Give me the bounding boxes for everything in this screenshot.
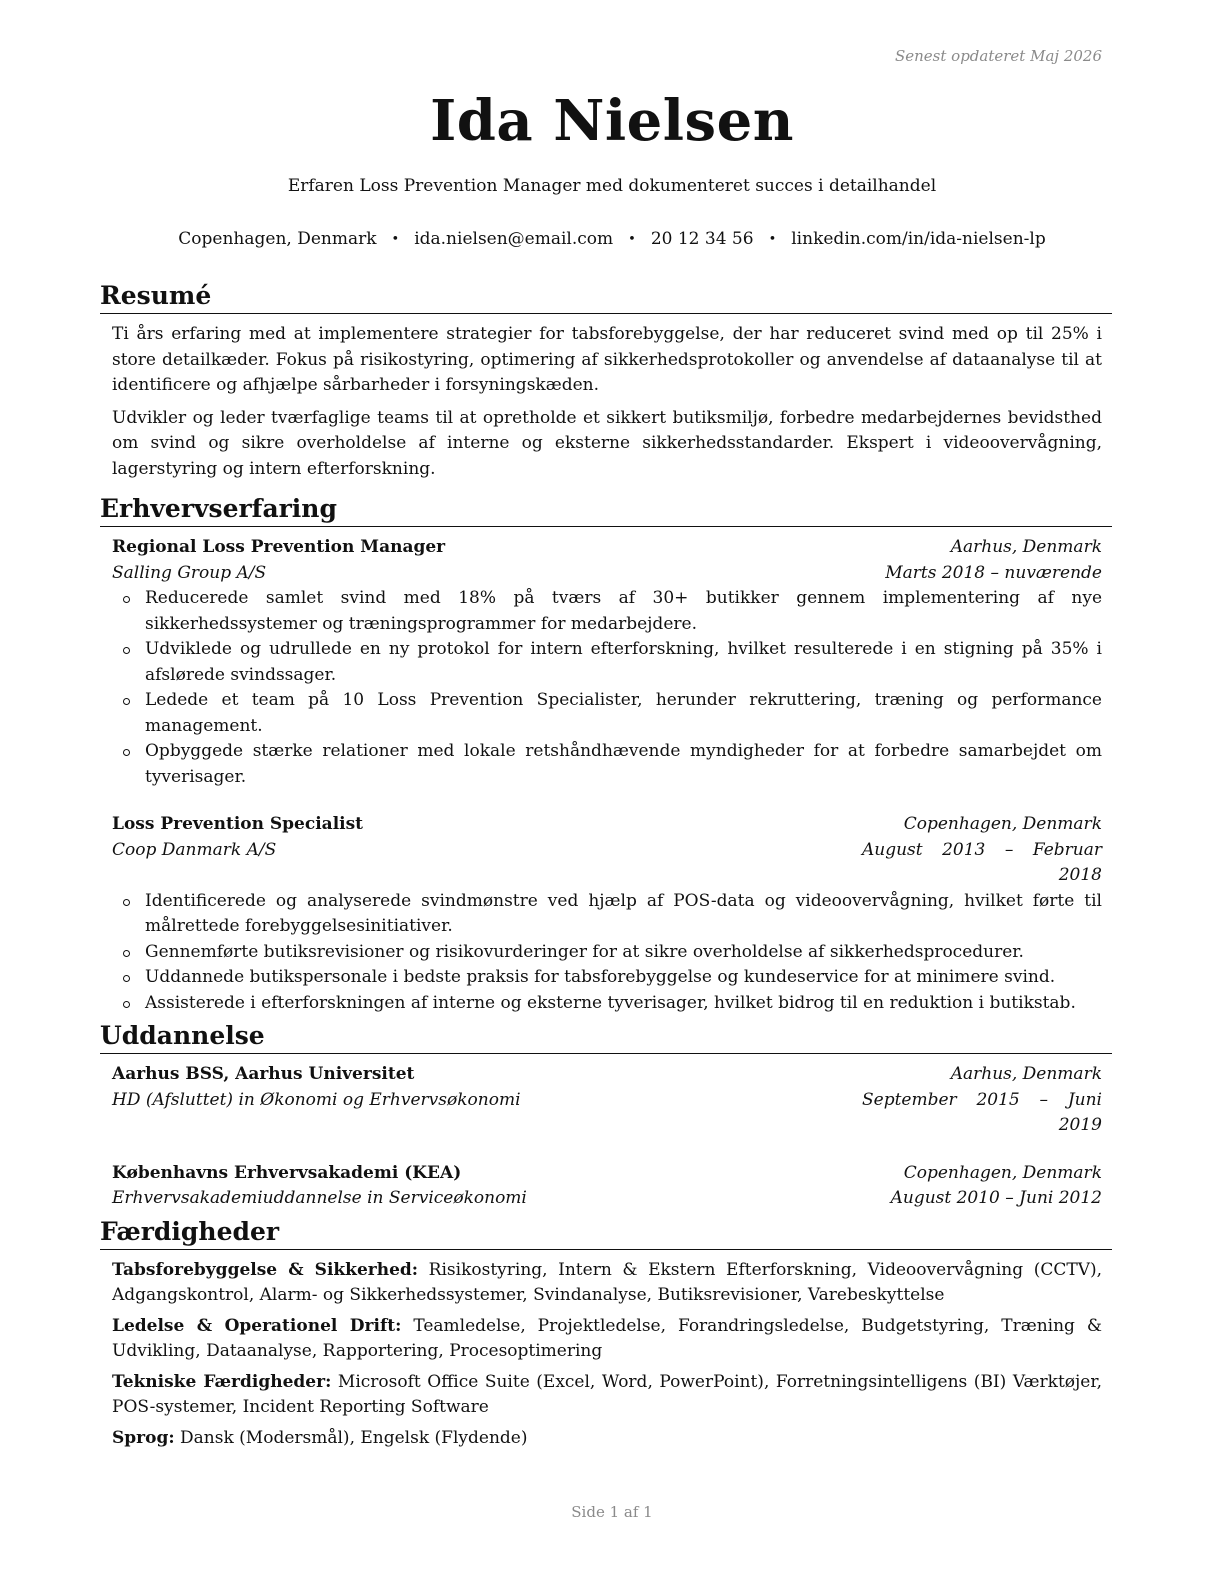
bullet-circle-icon [123,1001,130,1008]
list-item: Assisterede i efterforskningen af interne og eksterne tyverisager, hvilket bidrog til en reduktion i butikstab. [112,991,1102,1017]
job-dates: August 2013 – Februar 2018 [862,839,1102,885]
skill-group-label: Ledelse & Operationel Drift: [112,1315,402,1336]
job-role: Regional Loss Prevention Manager [112,537,446,557]
bullet-circle-icon [123,647,130,654]
contact-line [0,229,1224,249]
last-updated-note: Senest opdateret Maj 2026 [894,47,1102,65]
contact-separator: • [768,232,777,247]
education-entry [112,1161,1102,1212]
contact-linkedin[interactable]: linkedin.com/in/ida-nielsen-lp [791,229,1046,249]
skill-group [112,1370,1102,1421]
bullet-circle-icon [123,698,130,705]
skill-group [112,1314,1102,1365]
bullet-circle-icon [123,749,130,756]
education-school: Københavns Erhvervsakademi (KEA) [112,1162,462,1183]
resume-content [100,280,1112,1456]
list-item: Ledede et team på 10 Loss Prevention Specialister, herunder rekruttering, træning og performance management. [112,688,1102,739]
education-location: Aarhus, Denmark [950,1064,1102,1084]
skill-group-label: Sprog: [112,1427,175,1448]
skill-group-text: Teamledelse, Projektledelse, Forandringsledelse, Budgetstyring, Træning & Udvikling, Dataanalyse, Rapportering, Procesoptimering [112,1315,1102,1361]
education-degree: HD (Afsluttet) in Økonomi og Erhvervsøkonomi [112,1089,521,1110]
skills-section [100,1258,1112,1452]
list-item: Identificerede og analyserede svindmønstre ved hjælp af POS-data og videoovervågning, hvilket førte til målrettede forebyggelsesinitiativer. [112,889,1102,940]
education-location: Copenhagen, Denmark [903,1162,1102,1183]
job-role: Loss Prevention Specialist [112,814,364,834]
list-item: Gennemførte butiksrevisioner og risikovurderinger for at sikre overholdelse af sikkerhedsprocedurer. [112,940,1102,966]
job-location: Copenhagen, Denmark [903,814,1102,834]
list-item: Udviklede og udrullede en ny protokol for intern efterforskning, hvilket resulterede i en stigning på 35% i afslørede svindssager. [112,637,1102,688]
education-entry [112,1062,1102,1139]
list-item: Reducerede samlet svind med 18% på tværs af 30+ butikker gennem implementering af nye sikkerhedssystemer og træningsprogrammer for medarbejdere. [112,586,1102,637]
bullet-circle-icon [123,596,130,603]
summary-section [100,322,1112,482]
skill-group-text: Risikostyring, Intern & Ekstern Efterforskning, Videoovervågning (CCTV), Adgangskontrol, Alarm- og Sikkerhedssystemer, Svindanalyse, Butiksrevisioner, Varebeskyttelse [112,1259,1103,1305]
section-title-skills: Færdigheder [100,1216,1112,1250]
contact-separator: • [628,232,636,247]
skill-group [112,1258,1102,1309]
list-item: Opbyggede stærke relationer med lokale retshåndhævende myndigheder for at forbedre samarbejdet om tyverisager. [112,739,1102,790]
job-bullets [112,586,1102,790]
education-school: Aarhus BSS, Aarhus Universitet [112,1064,415,1084]
experience-section [100,535,1112,1016]
skill-group-label: Tabsforebyggelse & Sikkerhed: [112,1259,419,1280]
summary-paragraph: Ti års erfaring med at implementere strategier for tabsforebyggelse, der har reduceret svind med op til 25% i store detailkæder. Fokus på risikostyring, optimering af sikkerhedsprotokoller og anvendelse af dataanalyse til at identificere og afhjælpe sårbarheder i forsyningskæden. [112,324,1102,395]
candidate-name: Ida Nielsen [430,88,794,154]
bullet-circle-icon [123,950,130,957]
summary-paragraph: Udvikler og leder tværfaglige teams til at opretholde et sikkert butiksmiljø, forbedre medarbejdernes bevidsthed om svind og sikre overholdelse af interne og eksterne sikkerhedsstandarder. Ekspert i videoovervågning, lagerstyring og intern efterforskning. [112,407,1102,479]
job-entry [112,812,1102,1016]
bullet-circle-icon [123,899,130,906]
job-company: Coop Danmark A/S [112,839,277,860]
education-section [100,1062,1112,1212]
section-title-experience: Erhvervserfaring [100,493,1112,527]
job-bullets [112,889,1102,1017]
education-dates: August 2010 – Juni 2012 [890,1188,1102,1208]
list-item: Uddannede butikspersonale i bedste praksis for tabsforebyggelse og kundeservice for at minimere svind. [112,965,1102,991]
contact-phone: 20 12 34 56 [650,229,754,249]
skill-group-text: Dansk (Modersmål), Engelsk (Flydende) [180,1427,528,1448]
section-title-summary: Resumé [100,280,1112,314]
job-dates: Marts 2018 – nuværende [885,562,1102,583]
job-location: Aarhus, Denmark [950,537,1102,557]
education-degree: Erhvervsakademiuddannelse in Serviceøkonomi [112,1188,527,1208]
job-company: Salling Group A/S [112,562,267,583]
job-entry [112,535,1102,790]
bullet-circle-icon [123,975,130,982]
section-title-education: Uddannelse [100,1020,1112,1054]
education-dates: September 2015 – Juni 2019 [862,1089,1102,1135]
skill-group-text: Microsoft Office Suite (Excel, Word, PowerPoint), Forretningsintelligens (BI) Værktøjer, POS-systemer, Incident Reporting Software [112,1371,1103,1417]
contact-separator: • [391,232,400,247]
skill-group-label: Tekniske Færdigheder: [112,1371,332,1392]
page-number: Side 1 af 1 [571,1503,653,1521]
contact-email[interactable]: ida.nielsen@email.com [414,229,614,249]
contact-location: Copenhagen, Denmark [178,229,377,249]
candidate-tagline: Erfaren Loss Prevention Manager med dokumenteret succes i detailhandel [287,176,937,196]
skill-group [112,1426,1102,1452]
